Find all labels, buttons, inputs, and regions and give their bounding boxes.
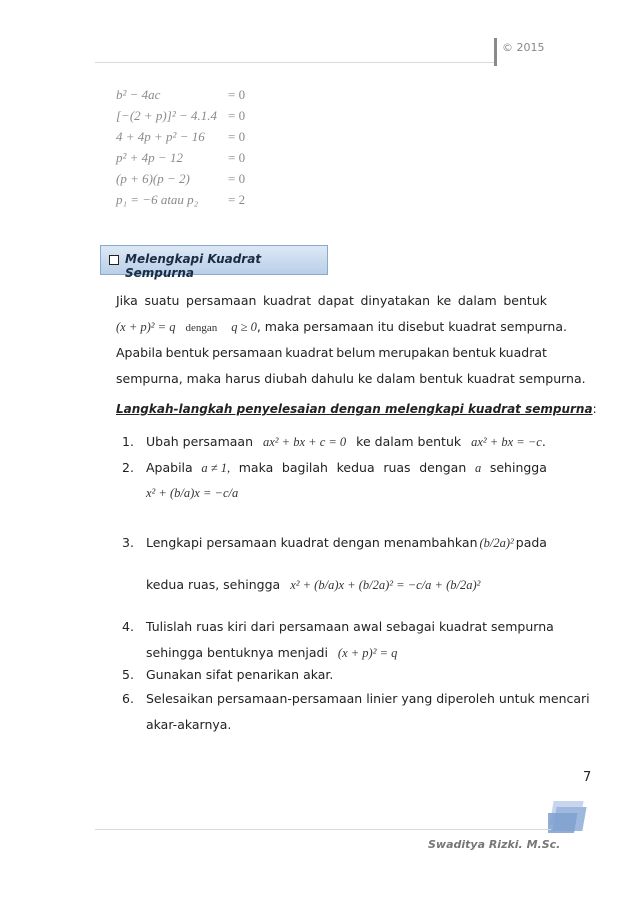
step-text: pada [515,535,547,550]
equation-rhs: = 2 [228,192,246,207]
word: a ≠ 1, [201,461,231,475]
word: ruas [383,460,411,475]
step-body [146,455,547,501]
paragraph-line-4: sempurna, maka harus diubah dahulu ke dalam bentuk kuadrat sempurna. [116,371,586,386]
steps-title-text: Langkah-langkah penyelesaian dengan melengkapi kuadrat sempurna [116,402,593,416]
step-text: Lengkapi persamaan kuadrat dengan menambahkan [146,535,478,550]
paragraph-line-2 [116,314,567,340]
header-rule [95,62,495,63]
steps-title [116,402,597,416]
step-3 [116,528,547,614]
equation-lhs: [−(2 + p)]² − 4.1.4 [116,108,217,123]
word: dalam [457,293,497,308]
step-number: 4. [122,619,134,634]
word: kuadrat [263,293,312,308]
step-4 [116,614,554,666]
word: Apabila [116,345,163,360]
decorative-corner-graphic [548,799,590,835]
step-number: 6. [122,691,134,706]
word: sehingga [489,460,547,475]
step-equation [146,485,547,501]
copyright-label: © 2015 [502,41,545,54]
equation-lhs: (p + 6)(p − 2) [116,171,190,186]
equation-line [116,105,246,126]
equation-rhs: = 0 [228,108,246,123]
equation-line [116,126,246,147]
equation-rhs: = 0 [228,129,246,144]
step-number: 5. [122,667,134,682]
word: maka [238,460,274,475]
step-2 [116,455,547,515]
step-line: Selesaikan persamaan-persamaan linier yang diperoleh untuk mencari [146,691,590,706]
word: bagilah [281,460,328,475]
word: dapat [317,293,354,308]
step-line [146,570,547,600]
step-text: . [541,434,546,449]
step-text: kedua ruas, sehingga [146,577,281,592]
equation-text: x² + (b/a)x = −c/a [146,486,239,500]
word: kuadrat [285,345,334,360]
step-number: 3. [122,535,134,550]
paragraph-line-3 [116,340,547,366]
paragraph-text: , maka persamaan itu disebut kuadrat sempurna. [256,319,567,334]
word: kuadrat [498,345,547,360]
equation-rhs: = 0 [228,87,246,102]
word: bentuk [165,345,210,360]
equation-line [116,168,246,189]
step-text: sehingga bentuknya menjadi [146,645,328,660]
step-number: 2. [122,460,134,475]
equation-lhs: b² − 4ac [116,87,161,102]
steps-title-colon: : [592,402,597,416]
section-header [100,245,328,280]
word: bentuk [503,293,547,308]
step-body [146,528,547,600]
step-equation: ax² + bx = −c [471,435,542,449]
paragraph-line-1 [116,288,547,314]
step-1 [116,429,547,455]
footer-rule [95,829,551,830]
step-line [146,455,547,481]
step-text: ke dalam bentuk [356,434,462,449]
word: suatu [144,293,180,308]
equation-lhs: p₁ = −6 atau p₂ [116,192,199,207]
step-body [146,686,590,738]
equation-rhs: = 0 [228,171,246,186]
word: dinyatakan [360,293,431,308]
step-equation: x² + (b/a)x + (b/2a)² = −c/a + (b/2a)² [290,578,481,592]
condition-eq: q ≥ 0 [231,320,257,334]
word: merupakan [378,345,450,360]
word: Apabila [146,460,193,475]
checkbox-bullet-icon [109,255,119,265]
step-line [146,528,547,558]
word: persamaan [186,293,257,308]
word: persamaan [212,345,283,360]
section-title: Melengkapi Kuadrat Sempurna [125,252,262,280]
header-accent-bar [494,38,497,66]
word: Jika [116,293,138,308]
word: a [474,461,482,475]
step-number: 1. [122,434,134,449]
step-equation: (x + p)² = q [337,646,398,660]
step-line: Tulislah ruas kiri dari persamaan awal sebagai kuadrat sempurna [146,619,554,634]
page-number: 7 [583,770,592,785]
step-line: akar-akarnya. [146,717,232,732]
equation-lhs: 4 + 4p + p² − 16 [116,129,205,144]
equation-perfect-square: (x + p)² = q [116,320,176,334]
equation-derivation [116,84,246,210]
footer-author: Swaditya Rizki. M.Sc. [428,838,561,851]
equation-line [116,147,246,168]
word: dengan [419,460,467,475]
word: belum [336,345,376,360]
word: ke [436,293,452,308]
step-body [146,429,547,455]
fraction-term: (b/2a)² [479,536,514,550]
word: bentuk [452,345,496,360]
equation-rhs: = 0 [228,150,246,165]
word: kedua [336,460,375,475]
dengan-text: dengan [185,322,218,334]
step-text: Ubah persamaan [146,434,253,449]
step-body: Gunakan sifat penarikan akar. [146,667,334,682]
step-body [146,614,554,666]
step-5 [116,662,547,688]
intro-paragraph [116,288,586,392]
equation-lhs: p² + 4p − 12 [116,150,183,165]
equation-line [116,84,246,105]
equation-line [116,189,246,210]
step-equation: ax² + bx + c = 0 [262,435,347,449]
step-6 [116,686,590,738]
